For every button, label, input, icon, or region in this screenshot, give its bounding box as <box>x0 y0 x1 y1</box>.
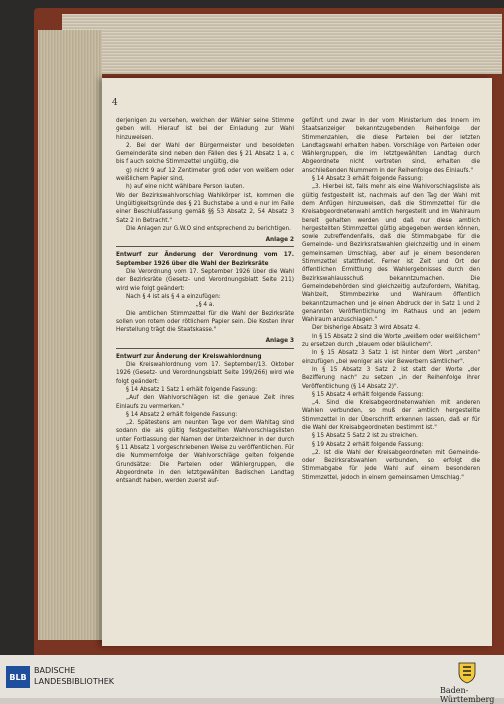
paragraph: In § 15 Absatz 3 Satz 2 ist statt der Worte „der Bezifferung nach" zu setzen „in der Reihenfolge ihrer Veröffentlichung (§ 14 Absatz 2)". <box>302 364 480 390</box>
paragraph: „2. Ist die Wahl der Kreisabgeordneten mit Gemeinde- oder Bezirksratswahlen verbunden, so erfolgt die Stimmabgabe für jede Wahl auf einem besonderen Stimmzettel, jedoch in einem gemeinsamen Umschlag." <box>302 447 480 481</box>
blb-logo: BLB <box>6 666 30 688</box>
paragraph: Die Anlagen zur G.W.O sind entsprechend zu berichtigen. <box>126 223 291 232</box>
paragraph: § 15 Absatz 5 Satz 2 ist zu streichen. <box>312 431 418 440</box>
divider <box>116 246 294 247</box>
paragraph: § 14 Absatz 2 erhält folgende Fassung: <box>126 409 238 418</box>
paragraph: Wo der Bezirkswahlvorschlag Wahlkörper ist, kommen die Ungültigkeitsgründe des § 21 Buchstabe a und e nur im Falle einer Beschlußfassung gemäß §§ 53 Absatz 2, 54 Absatz 3 Satz 2 in Betracht." <box>116 190 294 224</box>
paragraph: „§ 4 a. <box>195 300 215 309</box>
library-name <box>34 665 114 687</box>
partner-name: Baden-Württemberg <box>440 686 495 704</box>
paragraph: geführt und zwar in der vom Ministerium des Innern im Staatsanzeiger bekanntzugebenden Reihenfolge der Stimmenzahlen, die diese Parteien bei der letzten Landtagswahl erhalten haben. Vorschläge von Parteien oder Wählergruppen, die im letztgewählten Landtag durch Abgeordnete nicht vertreten sind, erhalten die anschließenden Nummern in der Reihenfolge des Einlaufs." <box>302 116 480 174</box>
page-edges-left <box>38 30 102 640</box>
paragraph: 2. Bei der Wahl der Bürgermeister und besoldeten Gemeinderäte sind neben den Fällen des § 21 Absatz 1 a, c bis f auch solche Stimmzettel ungültig, die <box>116 140 294 166</box>
paragraph: derjenigen zu versehen, welchen der Wähler seine Stimme geben will. Hierauf ist bei der Einladung zur Wahl hinzuweisen. <box>116 116 294 141</box>
page-edges-top <box>62 14 502 74</box>
paragraph: Nach § 4 ist als § 4 a einzufügen: <box>126 291 221 300</box>
library-name-line2: LANDESBIBLIOTHEK <box>34 677 115 686</box>
paragraph: „2. Spätestens am neunten Tage vor dem Wahltag sind sodann die als gültig festgestellten Wahlvorschlagslisten unter Fortlassung der Namen der Unterzeichner in der durch § 11 Absatz 1 vorgeschriebenen Weise zu veröffentlichen. Für die Nummernfolge der Wahlvorschläge gelten folgende Grundsätze: Die Parteien oder Wählergruppen, die Abgeordnete in den letztgewählten Badischen Landtag entsandt haben, werden zuerst auf- <box>116 418 294 485</box>
paragraph: In § 15 Absatz 2 sind die Worte „weißem oder weißlichem" zu ersetzen durch „blauem oder bläulichem". <box>302 331 480 349</box>
paragraph: Die amtlichen Stimmzettel für die Wahl der Bezirksräte sollen von rotem oder rötlichem Papier sein. Die Kosten ihrer Herstellung trägt die Staatskasse." <box>116 308 294 334</box>
paragraph: Die Kreiswahlordnung vom 17. September/13. Oktober 1926 (Gesetz- und Verordnungsblatt Seite 199/266) wird wie folgt geändert: <box>116 360 294 385</box>
page-number: 4 <box>112 98 118 108</box>
paragraph: In § 15 Absatz 3 Satz 1 ist hinter dem Wort „ersten" einzufügen „bei weniger als vier Bewerbern sämtlicher". <box>302 348 480 365</box>
paragraph: § 14 Absatz 3 erhält folgende Fassung: <box>312 174 424 183</box>
bw-coat-of-arms-icon <box>454 660 480 684</box>
left-text-column <box>116 116 294 484</box>
book-page <box>102 78 492 646</box>
paragraph: „Auf den Wahlvorschlägen ist die genaue Zeit ihres Einlaufs zu vermerken." <box>116 393 294 410</box>
right-text-column <box>302 116 480 481</box>
paragraph: h) auf eine nicht wählbare Person lauten. <box>126 182 245 191</box>
paragraph: Der bisherige Absatz 3 wird Absatz 4. <box>312 323 420 332</box>
paragraph: „4. Sind die Kreisabgeordnetenwahlen mit anderen Wahlen verbunden, so muß der amtlich hergestellte Stimmzettel in der Überschrift erkennen lassen, daß er für die Wahl der Kreisabgeordneten bestimmt ist." <box>302 398 480 431</box>
paragraph: § 15 Absatz 4 erhält folgende Fassung: <box>312 389 424 398</box>
paragraph: § 19 Absatz 2 erhält folgende Fassung: <box>312 439 424 448</box>
paragraph: g) nicht 9 auf 12 Zentimeter groß oder von weißem oder weißlichem Papier sind, <box>116 165 294 183</box>
section-heading: Entwurf zur Änderung der Kreiswahlordnung <box>116 351 262 360</box>
library-name-line1: BADISCHE <box>34 666 76 675</box>
paragraph: „3. Hierbei ist, falls mehr als eine Wahlvorschlagsliste als gültig festgestellt ist, nachmals auf den Tag der Wahl mit dem Anfügen hinzuweisen, daß die Stimmzettel für die Kreisabgeordnetenwahl amtlich hergestellt und im Wahlraum bereit gehalten werden und daß nur diese amtlich hergestellten Stimmzettel gültig abgegeben werden können, sowie zutreffendenfalls, daß die Stimmabgabe für die Gemeinde- und Bezirksratswahlen gleichzeitig und in einem gemeinsamen Umschlag, aber auf je einem besonderen Stimmzettel stattfindet. Ferner ist Zeit und Ort der öffentlichen Ermittlung des Wahlergebnisses durch den Bezirkswahlausschuß bekanntzumachen. Die Gemeindebehörden sind gleichzeitig aufzufordern, Wahltag, Wahlzeit, Stimmbezirke und Wahlraum öffentlich bekanntzumachen und je einen Abdruck der in Satz 1 und 2 genannten Veröffentlichung im Rathaus und an jedem Wahlraum anzuschlagen." <box>302 182 480 324</box>
paragraph: Die Verordnung vom 17. September 1926 über die Wahl der Bezirksräte (Gesetz- und Verordnungsblatt Seite 211) wird wie folgt geändert: <box>116 267 294 292</box>
paragraph: § 14 Absatz 1 Satz 1 erhält folgende Fassung: <box>126 384 258 393</box>
annex-label: Anlage 2 <box>265 235 294 244</box>
divider <box>116 348 294 349</box>
annex-label: Anlage 3 <box>265 336 294 345</box>
section-heading: Entwurf zur Änderung der Verordnung vom 17. September 1926 über die Wahl der Bezirksräte <box>116 250 294 267</box>
